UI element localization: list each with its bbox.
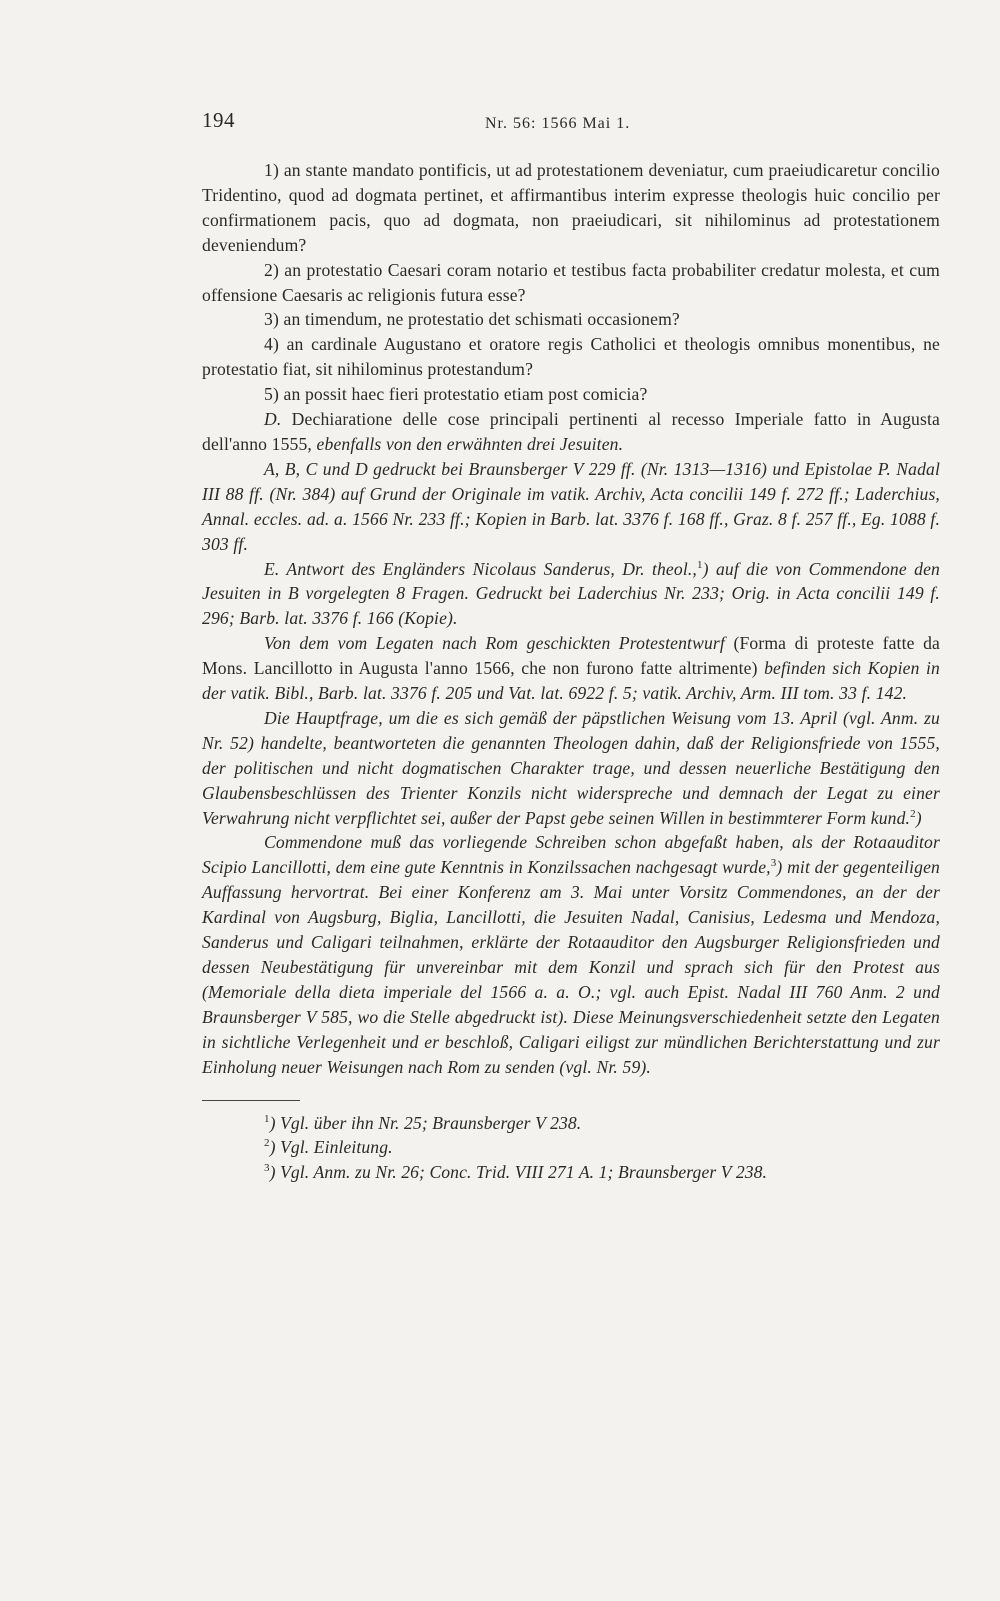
protest-draft-intro: Von dem vom Legaten nach Rom geschickten Protestentwurf [264, 633, 725, 654]
footnote-mark: 2 [264, 1137, 270, 1150]
commendone-text-after: ) mit der gegenteiligen Auffassung hervortrat. Bei einer Konferenz am 3. Mai unter Vorsitz Commendones, an der der Kardinal von Augsburg, Biglia, Lancillotti, die Jesuiten Nadal, Canisius, Ledesma und Mendoza, Sanderus und Caligari teilnahmen, erklärte der Rotaauditor den Augsburger Religionsfrieden und dessen Neubestätigung für unvereinbar mit dem Konzil und sprach sich für den Protest aus (Memoriale della dieta imperiale del 1566 a. a. O.; vgl. auch Epist. Nadal III 760 Anm. 2 und Braunsberger V 585, wo die Stelle abgedruckt ist). Diese Meinungsverschiedenheit setzte den Legaten in sichtliche Verlegenheit und er beschloß, Caligari eiligst zur mündlichen Berichterstattung und zur Einholung neuer Weisungen nach Rom zu senden (vgl. Nr. 59). [202, 857, 940, 1077]
page-number: 194 [202, 108, 235, 132]
footnote-3 [264, 1160, 940, 1185]
main-question-text: Die Hauptfrage, um die es sich gemäß der päpstlichen Weisung vom 13. April (vgl. Anm. zu Nr. 52) handelte, beantworteten die genannten Theologen dahin, daß der Religionsfriede von 1555, der politischen und nicht dogmatischen Charakter trage, und dessen neuerliche Bestätigung den Glaubensbeschlüssen des Trienter Konzils nicht widerspreche und demnach der Legat zu einer Verwahrung nicht verpflichtet sei, außer der Papst gebe seinen Willen in bestimmterer Form kund. [202, 707, 940, 828]
section-d-title: Dechiaratione delle cose principali pertinenti al recesso Imperiale fatto in Augusta dell'anno 1555, [202, 409, 940, 454]
commendone-text-before: Commendone muß das vorliegende Schreiben schon abgefaßt haben, als der Rotaauditor Scipio Lancillotti, dem eine gute Kenntnis in Konzilssachen nachgesagt wurde, [202, 832, 940, 878]
footnote-ref-2[interactable]: 2 [910, 807, 916, 820]
commendone-paragraph [202, 830, 940, 1079]
protest-draft-paragraph [202, 631, 940, 706]
page-header [202, 100, 940, 140]
section-d-references: A, B, C und D gedruckt bei Braunsberger V 229 ff. (Nr. 1313—1316) und Epistolae P. Nadal III 88 ff. (Nr. 384) auf Grund der Originale im vatik. Archiv, Acta concilii 149 f. 272 ff.; Laderchius, Annal. eccles. ad. a. 1566 Nr. 233 ff.; Kopien in Barb. lat. 3376 f. 168 ff., Graz. 8 f. 257 ff., Eg. 1088 f. 303 ff. [202, 458, 940, 554]
main-question-paragraph [202, 706, 940, 831]
section-e-description: ) auf die von Commendone den Jesuiten in B vorgelegten 8 Fragen. Gedruckt bei Laderchius Nr. 233; Orig. in Acta concilii 149 f. 296; Barb. lat. 3376 f. 166 (Kopie). [202, 558, 940, 629]
footnote-ref-3[interactable]: 3 [770, 857, 777, 870]
protest-draft-copies: befinden sich Kopien in der vatik. Bibl., Barb. lat. 3376 f. 205 und Vat. lat. 6922 f. 5; vatik. Archiv, Arm. III tom. 33 f. 142. [202, 658, 940, 704]
footnotes [202, 1111, 940, 1186]
question-4: 4) an cardinale Augustano et oratore regis Catholici et theologis omnibus monentibus, ne protestatio fiat, sit nihilominus protestandum? [202, 334, 940, 380]
footnote-mark: 3 [264, 1162, 270, 1175]
question-3: 3) an timendum, ne protestatio det schismati occasionem? [264, 309, 680, 330]
footnote-2 [264, 1135, 940, 1160]
section-e-title: E. Antwort des Engländers Nicolaus Sanderus, Dr. theol., [264, 558, 697, 579]
footnote-text: ) Vgl. Einleitung. [269, 1137, 393, 1158]
section-d-attribution: ebenfalls von den erwähnten drei Jesuiten. [316, 433, 624, 454]
footnote-divider [202, 1100, 300, 1101]
question-1: 1) an stante mandato pontificis, ut ad protestationem deveniatur, cum praeiudicaretur concilio Tridentino, quod ad dogmata pertinet, et affirmantibus interim expresse theologis huic concilio per confirmationem pacis, quo ad dogmata, non praeiudicari, sit nihilominus ad protestationem deveniendum? [202, 160, 940, 255]
footnote-mark: 1 [264, 1112, 270, 1125]
page-content [202, 100, 940, 1185]
footnote-text: ) Vgl. Anm. zu Nr. 26; Conc. Trid. VIII 271 A. 1; Braunsberger V 238. [269, 1162, 768, 1183]
main-question-close: ) [915, 807, 922, 828]
main-text [202, 158, 940, 1080]
section-d-letter: D. [264, 409, 282, 430]
footnote-ref-1[interactable]: 1 [696, 558, 703, 571]
question-2: 2) an protestatio Caesari coram notario et testibus facta probabiliter credatur molesta, et cum offensione Caesaris ac religionis futura esse? [202, 259, 940, 305]
section-d-heading [202, 407, 940, 457]
section-e-heading [202, 557, 940, 632]
footnote-1 [264, 1111, 940, 1136]
question-5: 5) an possit haec fieri protestatio etiam post comicia? [264, 384, 648, 405]
protest-draft-title: (Forma di proteste fatte da Mons. Lancillotto in Augusta l'anno 1566, che non furono fatte altrimente) [202, 633, 940, 679]
footnote-text: ) Vgl. über ihn Nr. 25; Braunsberger V 238. [269, 1112, 582, 1133]
running-title: Nr. 56: 1566 Mai 1. [485, 115, 631, 132]
